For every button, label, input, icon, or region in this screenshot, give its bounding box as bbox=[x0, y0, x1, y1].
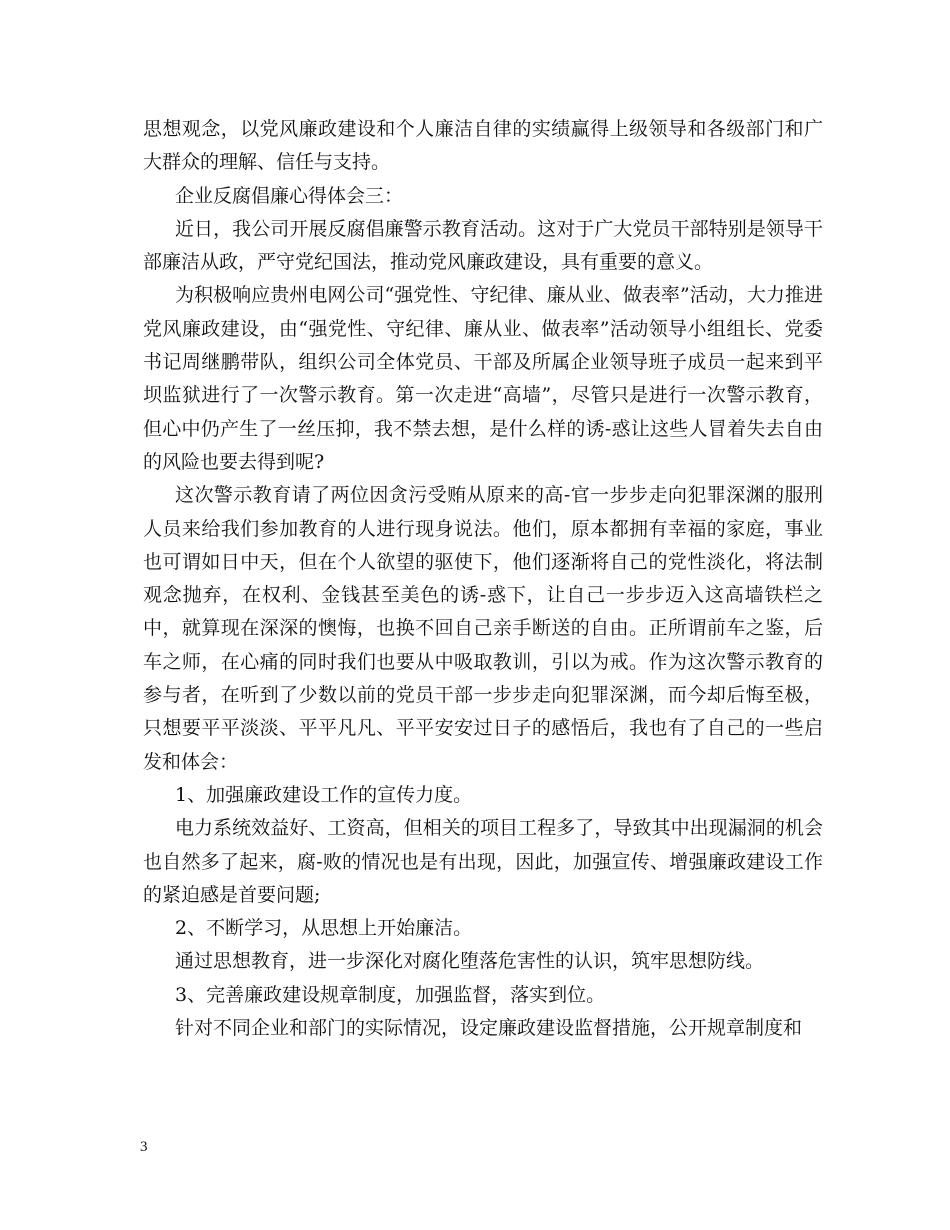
paragraph: 电力系统效益好、工资高，但相关的项目工程多了，导致其中出现漏洞的机会也自然多了起来，腐-败的情况也是有出现，因此，加强宣传、增强廉政建设工作的紧迫感是首要问题; bbox=[143, 817, 823, 906]
list-item-heading: 2、不断学习，从思想上开始廉洁。 bbox=[175, 917, 473, 940]
paragraph: 为积极响应贵州电网公司“强党性、守纪律、廉从业、做表率”活动，大力推进党风廉政建设，由“强党性、守纪律、廉从业、做表率”活动领导小组组长、党委书记周继鹏带队，组织公司全体党员、干部及所属企业领导班子成员一起来到平坝监狱进行了一次警示教育。第一次走进“高墙”，尽管只是进行一次警示教育，但心中仍产生了一丝压抑，我不禁去想，是什么样的诱-惑让这些人冒着失去自由的风险也要去得到呢? bbox=[143, 284, 823, 473]
list-item-heading: 3、完善廉政建设规章制度，加强监督，落实到位。 bbox=[175, 983, 606, 1006]
paragraph-continuation: 思想观念，以党风廉政建设和个人廉洁自律的实绩赢得上级领导和各级部门和广大群众的理解、信任与支持。 bbox=[143, 118, 823, 174]
paragraph: 近日，我公司开展反腐倡廉警示教育活动。这对于广大党员干部特别是领导干部廉洁从政，严守党纪国法，推动党风廉政建设，具有重要的意义。 bbox=[143, 217, 823, 274]
paragraph: 这次警示教育请了两位因贪污受贿从原来的高-官一步步走向犯罪深渊的服刑人员来给我们参加教育的人进行现身说法。他们，原本都拥有幸福的家庭，事业也可谓如日中天，但在个人欲望的驱使下，他们逐渐将自己的党性淡化，将法制观念抛弃，在权利、金钱甚至美色的诱-惑下，让自己一步步迈入这高墙铁栏之中，就算现在深深的懊悔，也换不回自己亲手断送的自由。正所谓前车之鉴，后车之师，在心痛的同时我们也要从中吸取教训，引以为戒。作为这次警示教育的参与者，在听到了少数以前的党员干部一步步走向犯罪深渊，而今却后悔至极，只想要平平淡淡、平平凡凡、平平安安过日子的感悟后，我也有了自己的一些启发和体会： bbox=[143, 484, 823, 773]
paragraph: 通过思想教育，进一步深化对腐化堕落危害性的认识，筑牢思想防线。 bbox=[175, 950, 765, 973]
section-heading: 企业反腐倡廉心得体会三： bbox=[175, 184, 404, 207]
paragraph: 针对不同企业和部门的实际情况，设定廉政建设监督措施，公开规章制度和 bbox=[175, 1017, 803, 1040]
body-text bbox=[143, 113, 823, 1045]
list-item-heading: 1、加强廉政建设工作的宣传力度。 bbox=[175, 783, 473, 806]
page-number: 3 bbox=[140, 1139, 148, 1155]
